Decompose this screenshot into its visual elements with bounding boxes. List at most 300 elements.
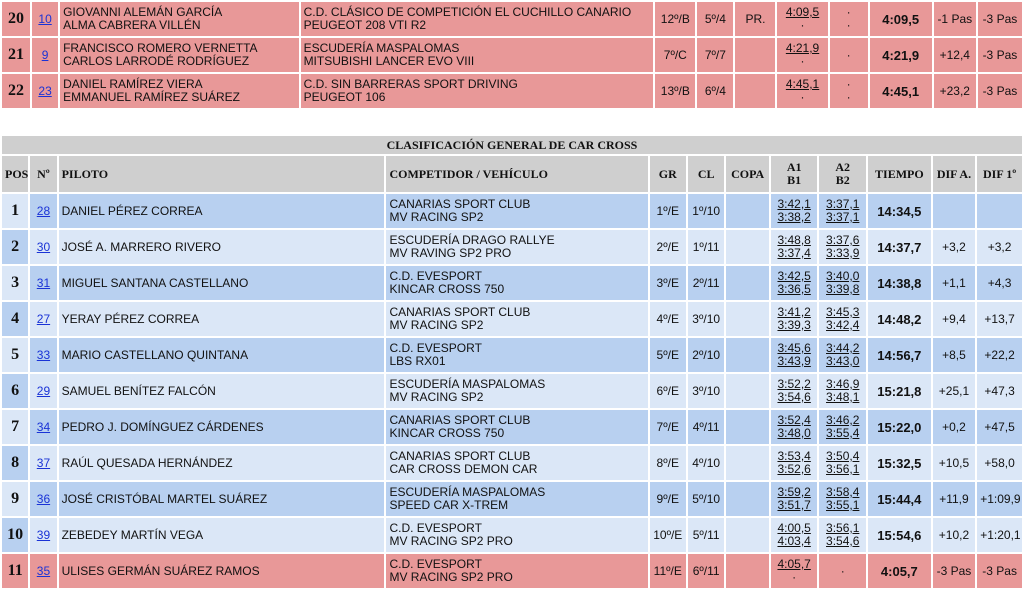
position-cell: 20	[2, 2, 30, 36]
car-number-cell	[30, 302, 56, 336]
gr-cell: 7º/C	[663, 48, 687, 62]
competidor-cell	[386, 266, 647, 300]
time-a2[interactable]: 3:37,1	[826, 197, 860, 211]
section-banner	[2, 136, 1022, 154]
gr-cell: 4º/E	[656, 312, 679, 326]
times-a2-b2	[819, 302, 866, 336]
time-a2[interactable]: 3:50,4	[826, 449, 860, 463]
time-a1[interactable]: 4:45,1	[785, 77, 820, 91]
dif-a-cell: +25,1	[938, 384, 970, 398]
car-number-link[interactable]: 10	[38, 12, 52, 26]
times-a1-b1	[771, 266, 818, 300]
times-a2-b2-stack	[822, 565, 863, 578]
tiempo-cell: 15:32,5	[877, 455, 922, 471]
competitor-name: ESCUDERÍA MASPALOMAS	[303, 41, 460, 55]
header-num: Nº	[30, 156, 56, 192]
competidor-cell	[301, 38, 654, 72]
tiempo-cell: 4:21,9	[882, 47, 920, 63]
competitor-name: CANARIAS SPORT CLUB	[389, 197, 531, 211]
dif-a-cell: +12,4	[939, 48, 970, 62]
time-a1[interactable]: 4:05,7	[777, 557, 811, 571]
times-a1-b1	[771, 518, 818, 552]
times-a2-b2-stack	[822, 198, 863, 224]
copa-cell	[726, 554, 769, 588]
times-a1-b1-stack	[774, 270, 815, 296]
time-b2[interactable]: 3:48,1	[826, 390, 860, 404]
vehicle-name: MV RACING SP2 PRO	[389, 534, 513, 548]
time-b1[interactable]: 3:54,6	[777, 390, 811, 404]
position-cell: 8	[2, 446, 28, 480]
gr-cell: 2º/E	[656, 240, 679, 254]
time-a2: ·	[846, 47, 851, 62]
times-a2-b2-stack	[822, 486, 863, 512]
times-a1-b1	[771, 194, 818, 228]
top-table-row	[2, 74, 1022, 108]
time-a2[interactable]: 3:45,3	[826, 305, 860, 319]
time-a2[interactable]: 3:46,9	[826, 377, 860, 391]
tiempo-cell: 14:38,8	[877, 275, 922, 291]
driver-name: GIOVANNI ALEMÁN GARCÍA	[63, 5, 223, 19]
competitor-name: C.D. CLÁSICO DE COMPETICIÓN EL CUCHILLO CANARIO	[303, 5, 632, 19]
copa-cell	[726, 230, 769, 264]
header-a2-b2	[819, 156, 866, 192]
copa-cell	[726, 410, 769, 444]
copa-cell	[735, 74, 775, 108]
time-b2: ·	[846, 18, 851, 32]
time-a1[interactable]: 3:42,1	[777, 197, 811, 211]
table-row	[2, 410, 1022, 444]
times-a1-b1	[771, 230, 818, 264]
competidor-cell	[301, 2, 654, 36]
time-a1[interactable]: 3:52,2	[777, 377, 811, 391]
header-a1-b1	[771, 156, 818, 192]
times-a2-b2	[819, 374, 866, 408]
dif-1-cell: +58,0	[984, 456, 1015, 470]
gr-cell: 8º/E	[656, 456, 679, 470]
position-cell: 7	[2, 410, 28, 444]
time-b2[interactable]: 3:54,6	[826, 534, 860, 548]
times-a2-b2	[830, 2, 868, 36]
car-number-link[interactable]: 33	[36, 348, 51, 362]
table-row	[2, 302, 1022, 336]
times-a2-b2-stack	[822, 414, 863, 440]
header-copa: COPA	[726, 156, 769, 192]
times-a2-b2-stack	[822, 450, 863, 476]
times-a1-b1-stack	[774, 342, 815, 368]
cl-cell: 5º/10	[692, 492, 721, 506]
gr-cell: 7º/E	[656, 420, 679, 434]
time-a1[interactable]: 3:53,4	[777, 449, 811, 463]
times-a1-b1	[771, 338, 818, 372]
cl-cell: 7º/7	[704, 48, 726, 62]
car-number-cell	[30, 482, 56, 516]
time-a1[interactable]: 3:59,2	[777, 485, 811, 499]
position-cell: 3	[2, 266, 28, 300]
time-a1[interactable]: 3:45,6	[777, 341, 811, 355]
header-gr: GR	[650, 156, 686, 192]
car-number-cell	[32, 2, 58, 36]
position-cell: 4	[2, 302, 28, 336]
times-a2-b2-stack	[822, 342, 863, 368]
car-number-link[interactable]: 36	[36, 492, 51, 506]
dif-a-cell: +10,5	[938, 456, 970, 470]
piloto-cell: JOSÉ CRISTÓBAL MARTEL SUÁREZ	[61, 492, 268, 506]
competidor-cell	[386, 482, 647, 516]
times-a2-b2-stack	[822, 378, 863, 404]
times-a1-b1-stack	[774, 414, 815, 440]
times-a2-b2-stack	[822, 270, 863, 296]
car-number-cell	[30, 554, 56, 588]
top-table-row	[2, 38, 1022, 72]
times-a1-b1	[771, 374, 818, 408]
competidor-cell	[386, 410, 647, 444]
cl-cell: 4º/11	[692, 420, 720, 434]
dif-a-cell	[933, 194, 976, 228]
competidor-cell	[386, 230, 647, 264]
times-a1-b1-stack	[774, 234, 815, 260]
time-b2[interactable]: 3:39,8	[826, 282, 860, 296]
time-a2[interactable]: 3:37,6	[826, 233, 860, 247]
time-a2[interactable]: 3:44,2	[826, 341, 860, 355]
cl-cell: 3º/10	[692, 384, 721, 398]
vehicle-name: LBS RX01	[389, 354, 446, 368]
header-b2: B2	[835, 173, 850, 187]
time-b2[interactable]: 3:42,4	[826, 318, 860, 332]
dif-a-cell: +1,1	[942, 276, 966, 290]
header-a1: A1	[786, 160, 802, 174]
gr-cell: 3º/E	[656, 276, 679, 290]
car-number-cell	[30, 194, 56, 228]
car-number-link[interactable]: 31	[36, 276, 51, 290]
cl-cell: 4º/10	[692, 456, 721, 470]
times-a1-b1-stack	[774, 378, 815, 404]
header-pos: POS	[2, 156, 28, 192]
time-b1[interactable]: 3:36,5	[777, 282, 811, 296]
cl-cell: 6º/11	[692, 564, 720, 578]
competitor-name: C.D. EVESPORT	[389, 341, 482, 355]
competidor-cell	[386, 554, 647, 588]
vehicle-name: SPEED CAR X-TREM	[389, 498, 509, 512]
time-a1[interactable]: 3:52,4	[777, 413, 811, 427]
codriver-name: EMMANUEL RAMÍREZ SUÁREZ	[63, 90, 240, 104]
gr-cell: 13º/B	[660, 84, 690, 98]
tiempo-cell: 4:45,1	[882, 83, 920, 99]
time-a1[interactable]: 4:09,5	[785, 5, 820, 19]
table-row	[2, 266, 1022, 300]
competitor-name: ESCUDERÍA MASPALOMAS	[389, 377, 546, 391]
time-b2[interactable]: 3:43,0	[826, 354, 860, 368]
time-b1[interactable]: 4:03,4	[777, 534, 811, 548]
times-a1-b1-stack	[780, 42, 824, 68]
gr-cell: 11º/E	[653, 564, 682, 578]
car-number-link[interactable]: 35	[36, 564, 51, 578]
gr-cell: 9º/E	[656, 492, 679, 506]
gr-cell: 10º/E	[653, 528, 683, 542]
cl-cell: 5º/11	[692, 528, 720, 542]
car-number-link[interactable]: 39	[36, 528, 51, 542]
position-cell: 11	[2, 554, 28, 588]
copa-cell	[726, 338, 769, 372]
times-a1-b1-stack	[780, 78, 824, 104]
table-row	[2, 374, 1022, 408]
dif-a-cell: +10,2	[938, 528, 970, 542]
time-a2: ·	[840, 563, 845, 578]
time-b2: ·	[846, 90, 851, 104]
piloto-cell	[60, 2, 298, 36]
piloto-cell: ULISES GERMÁN SUÁREZ RAMOS	[61, 564, 260, 578]
car-number-cell	[30, 338, 56, 372]
time-b2[interactable]: 3:55,1	[826, 498, 860, 512]
table-row	[2, 518, 1022, 552]
dif-1-cell: +3,2	[987, 240, 1012, 254]
piloto-cell: MIGUEL SANTANA CASTELLANO	[61, 276, 249, 290]
competidor-cell	[386, 446, 647, 480]
copa-cell	[726, 194, 769, 228]
car-number-link[interactable]: 37	[36, 456, 51, 470]
tiempo-cell: 14:37,7	[877, 239, 922, 255]
position-cell: 21	[2, 38, 30, 72]
position-cell: 1	[2, 194, 28, 228]
vehicle-name: CAR CROSS DEMON CAR	[389, 462, 538, 476]
competitor-name: ESCUDERÍA MASPALOMAS	[389, 485, 546, 499]
time-b1[interactable]: 3:48,0	[777, 426, 811, 440]
position-cell: 6	[2, 374, 28, 408]
competitor-name: CANARIAS SPORT CLUB	[389, 305, 531, 319]
vehicle-name: KINCAR CROSS 750	[389, 426, 505, 440]
time-b2[interactable]: 3:33,9	[826, 246, 860, 260]
dif-1-cell: -3 Pas	[982, 12, 1018, 26]
dif-1-cell: +1:09,9	[980, 492, 1021, 506]
dif-a-cell: +23,2	[939, 84, 970, 98]
competidor-cell	[386, 302, 647, 336]
piloto-cell: MARIO CASTELLANO QUINTANA	[61, 348, 249, 362]
tiempo-cell: 14:34,5	[877, 203, 922, 219]
car-number-cell	[30, 446, 56, 480]
time-b1[interactable]: 3:37,4	[777, 246, 811, 260]
time-a2: ·	[846, 5, 851, 19]
car-number-cell	[30, 266, 56, 300]
copa-cell	[726, 482, 769, 516]
time-b2[interactable]: 3:37,1	[826, 210, 860, 224]
time-a1[interactable]: 3:42,5	[777, 269, 811, 283]
driver-name: DANIEL RAMÍREZ VIERA	[63, 77, 203, 91]
dif-1-cell: +47,3	[984, 384, 1015, 398]
car-number-cell	[30, 230, 56, 264]
car-cross-classification	[0, 134, 1024, 590]
time-a1[interactable]: 4:00,5	[777, 521, 811, 535]
tiempo-cell: 15:22,0	[877, 419, 922, 435]
car-number-cell	[32, 38, 58, 72]
time-a1[interactable]: 3:41,2	[777, 305, 811, 319]
competitor-name: C.D. EVESPORT	[389, 557, 482, 571]
tiempo-cell: 15:54,6	[877, 527, 922, 543]
table-row	[2, 194, 1022, 228]
time-a1[interactable]: 4:21,9	[785, 41, 820, 55]
dif-1-cell: -3 Pas	[982, 564, 1017, 578]
section-title: CLASIFICACIÓN GENERAL DE CAR CROSS	[2, 136, 1022, 154]
codriver-name: CARLOS LARRODÉ RODRÍGUEZ	[63, 54, 250, 68]
table-row	[2, 446, 1022, 480]
time-b1[interactable]: 3:39,3	[777, 318, 811, 332]
piloto-cell: RAÚL QUESADA HERNÁNDEZ	[61, 456, 233, 470]
times-a1-b1	[777, 2, 827, 36]
piloto-cell	[60, 74, 298, 108]
competidor-cell	[301, 74, 654, 108]
car-number-link[interactable]: 23	[38, 84, 52, 98]
previous-class-table-tail	[0, 0, 1024, 110]
tiempo-cell: 14:48,2	[877, 311, 922, 327]
gr-cell: 5º/E	[656, 348, 679, 362]
time-b1[interactable]: 3:51,7	[777, 498, 811, 512]
car-number-cell	[30, 518, 56, 552]
header-dif-1: DIF 1º	[977, 156, 1022, 192]
tiempo-cell: 15:21,8	[877, 383, 922, 399]
cl-cell: 2º/10	[692, 348, 721, 362]
header-dif-a: DIF A.	[933, 156, 976, 192]
time-a2[interactable]: 3:56,1	[826, 521, 860, 535]
times-a2-b2	[819, 482, 866, 516]
times-a1-b1-stack	[774, 522, 815, 548]
tiempo-cell: 4:09,5	[882, 11, 920, 27]
tiempo-cell: 4:05,7	[880, 563, 918, 579]
car-number-link[interactable]: 34	[36, 420, 51, 434]
times-a1-b1	[771, 410, 818, 444]
times-a2-b2	[819, 446, 866, 480]
cl-cell: 5º/4	[704, 12, 726, 26]
car-number-cell	[32, 74, 58, 108]
piloto-cell	[60, 38, 298, 72]
copa-cell	[726, 302, 769, 336]
car-cross-table	[0, 134, 1024, 590]
competidor-cell	[386, 338, 647, 372]
copa-cell	[726, 518, 769, 552]
driver-name: FRANCISCO ROMERO VERNETTA	[63, 41, 258, 55]
times-a1-b1	[771, 302, 818, 336]
time-a1[interactable]: 3:48,8	[777, 233, 811, 247]
vehicle-name: MITSUBISHI LANCER EVO VIII	[303, 54, 475, 68]
piloto-cell: PEDRO J. DOMÍNGUEZ CÁRDENES	[61, 420, 264, 434]
times-a2-b2	[830, 38, 868, 72]
time-a2[interactable]: 3:58,4	[826, 485, 860, 499]
copa-cell	[726, 374, 769, 408]
copa-cell	[735, 38, 775, 72]
gr-cell: 6º/E	[656, 384, 679, 398]
dif-a-cell: +9,4	[942, 312, 966, 326]
vehicle-name: PEUGEOT 208 VTI R2	[303, 18, 427, 32]
dif-1-cell: +13,7	[984, 312, 1015, 326]
vehicle-name: PEUGEOT 106	[303, 90, 386, 104]
times-a2-b2-stack	[833, 6, 865, 32]
time-b1: ·	[800, 54, 805, 68]
cl-cell: 2º/11	[692, 276, 720, 290]
top-results-table	[0, 0, 1024, 110]
header-cl: CL	[688, 156, 724, 192]
times-a2-b2	[819, 518, 866, 552]
times-a1-b1-stack	[780, 6, 824, 32]
header-b1: B1	[787, 173, 802, 187]
piloto-cell: YERAY PÉREZ CORREA	[61, 312, 200, 326]
times-a1-b1	[777, 38, 827, 72]
dif-1-cell: -3 Pas	[982, 48, 1018, 62]
dif-1-cell	[977, 194, 1022, 228]
competitor-name: ESCUDERÍA DRAGO RALLYE	[389, 233, 555, 247]
car-number-cell	[30, 374, 56, 408]
time-b1[interactable]: 3:38,2	[777, 210, 811, 224]
car-number-link[interactable]: 9	[41, 48, 49, 62]
position-cell: 22	[2, 74, 30, 108]
times-a1-b1-stack	[774, 558, 815, 584]
time-a2: ·	[846, 77, 851, 91]
dif-1-cell: +47,5	[984, 420, 1015, 434]
competidor-cell	[386, 518, 647, 552]
competitor-name: C.D. EVESPORT	[389, 269, 482, 283]
dif-a-cell: -1 Pas	[937, 12, 973, 26]
times-a1-b1-stack	[774, 450, 815, 476]
time-b1[interactable]: 3:43,9	[777, 354, 811, 368]
times-a1-b1-stack	[774, 198, 815, 224]
table-row	[2, 338, 1022, 372]
position-cell: 2	[2, 230, 28, 264]
copa-cell	[726, 266, 769, 300]
position-cell: 10	[2, 518, 28, 552]
dif-1-cell: +22,2	[984, 348, 1015, 362]
dif-a-cell: +11,9	[939, 492, 969, 506]
header-piloto: PILOTO	[59, 156, 385, 192]
time-b1: ·	[792, 570, 797, 584]
table-row	[2, 554, 1022, 588]
times-a2-b2-stack	[833, 49, 865, 62]
vehicle-name: MV RAVING SP2 PRO	[389, 246, 512, 260]
times-a1-b1-stack	[774, 486, 815, 512]
cl-cell: 1º/10	[692, 204, 721, 218]
time-a2[interactable]: 3:46,2	[826, 413, 860, 427]
times-a1-b1	[771, 482, 818, 516]
header-competidor: COMPETIDOR / VEHÍCULO	[386, 156, 647, 192]
gr-cell: 1º/E	[656, 204, 679, 218]
time-b2[interactable]: 3:56,1	[826, 462, 860, 476]
position-cell: 9	[2, 482, 28, 516]
car-number-link[interactable]: 29	[36, 384, 51, 398]
time-b2[interactable]: 3:55,4	[826, 426, 860, 440]
cl-cell: 1º/11	[692, 240, 720, 254]
tiempo-cell: 14:56,7	[877, 347, 922, 363]
time-a2[interactable]: 3:40,0	[826, 269, 860, 283]
codriver-name: ALMA CABRERA VILLÉN	[63, 18, 201, 32]
times-a2-b2	[830, 74, 868, 108]
dif-a-cell: +8,5	[942, 348, 966, 362]
times-a2-b2	[819, 266, 866, 300]
competitor-name: CANARIAS SPORT CLUB	[389, 449, 531, 463]
car-number-link[interactable]: 28	[36, 204, 51, 218]
dif-a-cell: +3,2	[942, 240, 966, 254]
position-cell: 5	[2, 338, 28, 372]
car-number-link[interactable]: 30	[36, 240, 51, 254]
car-number-link[interactable]: 27	[36, 312, 51, 326]
times-a2-b2	[819, 410, 866, 444]
times-a1-b1	[771, 446, 818, 480]
dif-1-cell: +1:20,1	[980, 528, 1021, 542]
vehicle-name: MV RACING SP2	[389, 318, 484, 332]
dif-a-cell: +0,2	[942, 420, 966, 434]
time-b1[interactable]: 3:52,6	[777, 462, 811, 476]
dif-1-cell: -3 Pas	[982, 84, 1018, 98]
times-a2-b2	[819, 554, 866, 588]
times-a2-b2-stack	[833, 78, 865, 104]
piloto-cell: SAMUEL BENÍTEZ FALCÓN	[61, 384, 216, 398]
dif-1-cell: +4,3	[987, 276, 1012, 290]
gr-cell: 12º/B	[660, 12, 690, 26]
vehicle-name: MV RACING SP2	[389, 390, 484, 404]
